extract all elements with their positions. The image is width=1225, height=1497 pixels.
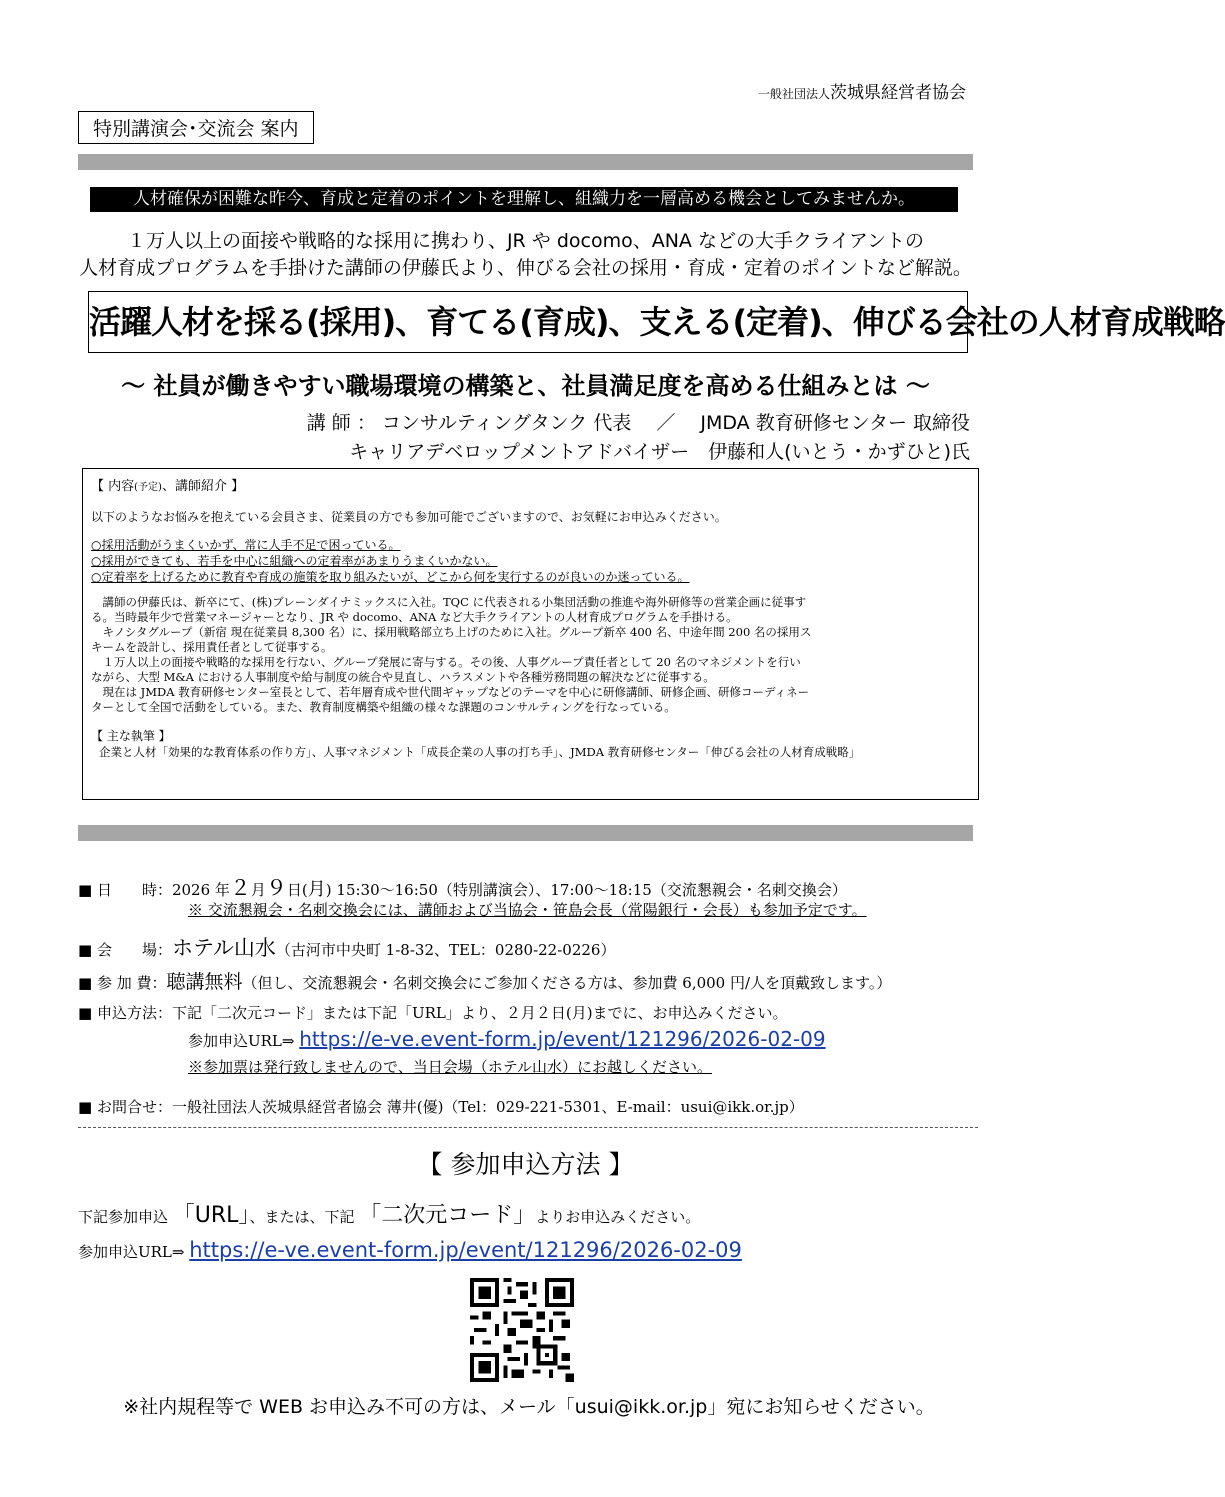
venue-name: ホテル山水 — [171, 936, 276, 960]
qr-code[interactable] — [470, 1278, 574, 1382]
notice-label: 特別講演会･交流会 案内 — [78, 111, 314, 144]
lecturer-line-1: 講 師 ： コンサルティングタンク 代表 ／ JMDA 教育研修センター 取締役 — [306, 412, 970, 434]
bio-line: 現在は JMDA 教育研修センター室長として、若年層育成や世代間ギャップなどのテーマを中心に研修講師、研修企画、研修コーディネー — [91, 685, 810, 699]
content-heading-close: 、講師紹介 】 — [161, 479, 245, 494]
instr-c: よりお申込みください。 — [535, 1208, 701, 1226]
content-heading-small: (予定) — [134, 482, 162, 493]
apply-url-label: 参加申込URL⇒ — [188, 1032, 300, 1050]
date-times: ) 15:30～16:50（特別講演会）、17:00～18:15（交流懇親会・名刺交換会） — [325, 881, 847, 899]
bio-line: ターとして全国で活動をしている。また、教育制度構築や組織の様々な課題のコンサルティングを行なっている。 — [91, 700, 676, 714]
org-name: 茨城県経営者協会 — [830, 83, 966, 103]
date-year: 2026 年 — [171, 881, 230, 899]
apply-section-url-link[interactable]: https://e-ve.event-form.jp/event/121296/2026-02-09 — [189, 1238, 742, 1262]
content-lead: 以下のようなお悩みを抱えている会員さま、従業員の方でも参加可能でございますので、お気軽にお申込みください。 — [91, 510, 727, 524]
apply-section-url-label: 参加申込URL⇒ — [78, 1243, 190, 1261]
apply-section-instructions — [78, 1198, 700, 1229]
apply-row — [78, 1002, 788, 1023]
dashed-separator — [78, 1127, 978, 1128]
event-subtitle: ～ 社員が働きやすい職場環境の構築と、社員満足度を高める仕組みとは ～ — [121, 372, 930, 400]
date-day-unit: 日( — [286, 881, 308, 899]
apply-section-url-row — [78, 1238, 742, 1262]
intro-line-2: 人材育成プログラムを手掛けた講師の伊藤氏より、伸びる会社の採用・育成・定着のポイントなど解説。 — [79, 257, 972, 279]
footer-note: ※社内規程等で WEB お申込み不可の方は、メール「usui@ikk.or.jp」宛にお知らせください。 — [123, 1396, 935, 1418]
date-day: ９ — [265, 876, 287, 900]
bio-line: １万人以上の面接や戦略的な採用を行ない、グループ発展に寄与する。その後、人事グループ責任者として 20 名のマネジメントを行い — [91, 655, 801, 669]
worry-item: ○定着率を上げるために教育や育成の施策を取り組みたいが、どこから何を実行するのが良いのか迷っている。 — [91, 570, 690, 584]
bio-line: ながら、大型 M&A における人事制度や給与制度の統合や見直し、ハラスメントや各種労務問題の解決などに従事する。 — [91, 670, 715, 684]
org-prefix: 一般社団法人 — [757, 87, 830, 101]
bio-line: キノシタグループ（新宿 現在従業員 8,300 名）に、採用戦略部立ち上げのために入社。グループ新卒 400 名、中途年間 200 名の採用ス — [91, 625, 812, 639]
content-box — [82, 468, 979, 800]
banner: 人材確保が困難な昨今、育成と定着のポイントを理解し、組織力を一層高める機会としてみませんか。 — [90, 187, 958, 212]
date-month-unit: 月 — [250, 881, 266, 899]
bio-line: る。当時最年少で営業マネージャーとなり、JR や docomo、ANA など大手クライアントの人材育成プログラムを手掛ける。 — [91, 610, 738, 624]
works-heading: 【 主な執筆 】 — [91, 729, 171, 743]
date-row — [78, 872, 847, 902]
apply-text: 下記「二次元コード」または下記「URL」より、２月２日(月)までに、お申込みください。 — [171, 1004, 788, 1022]
apply-section-title: 【 参加申込方法 】 — [417, 1150, 634, 1179]
fee-row — [78, 967, 891, 994]
contact-text: 一般社団法人茨城県経営者協会 薄井(優)（Tel：029-221-5301、E-mail：usui@ikk.or.jp） — [171, 1098, 804, 1116]
instr-qr-word: 「二次元コード」 — [359, 1203, 536, 1228]
lecturer-line-2: キャリアデベロップメントアドバイザー 伊藤和人(いとう・かずひと)氏 — [349, 441, 970, 463]
fee-note: （但し、交流懇親会・名刺交換会にご参加くださる方は、参加費 6,000 円/人を頂戴致します。） — [242, 974, 892, 992]
apply-label: ■ 申込方法： — [78, 1004, 172, 1022]
bio-line: キームを設計し、採用責任者として従事する。 — [91, 640, 333, 654]
date-weekday: 月 — [307, 879, 326, 900]
instr-url-word: 「URL」 — [172, 1203, 250, 1228]
divider-bar-top — [78, 154, 973, 170]
date-label: ■ 日 時： — [78, 881, 172, 899]
apply-url-link[interactable]: https://e-ve.event-form.jp/event/121296/2026-02-09 — [299, 1027, 826, 1051]
content-heading — [91, 475, 970, 494]
content-heading-open: 【 内容 — [91, 479, 135, 494]
date-note: ※ 交流懇親会・名刺交換会には、講師および当協会・笹島会長（常陽銀行・会長）も参加予定です。 — [188, 901, 867, 919]
worry-item: ○採用活動がうまくいかず、常に人手不足で困っている。 — [91, 538, 401, 552]
fee-label: ■ 参 加 費： — [78, 974, 167, 992]
bio-line: 講師の伊藤氏は、新卒にて、(株)ブレーンダイナミックスに入社。TQC に代表される小集団活動の推進や海外研修等の営業企画に従事す — [91, 595, 807, 609]
instr-b: 、または、下記 — [249, 1208, 360, 1226]
contact-label: ■ お問合せ： — [78, 1098, 172, 1116]
event-title: 活躍人材を採る(採用)、育てる(育成)、支える(定着)、伸びる会社の人材育成戦略 — [88, 291, 968, 353]
worry-item: ○採用ができても、若手を中心に組織への定着率があまりうまくいかない。 — [91, 554, 498, 568]
instr-a: 下記参加申込 — [78, 1208, 173, 1226]
intro-line-1: １万人以上の面接や戦略的な採用に携わり、JR や docomo、ANA などの大手クライアントの — [126, 230, 925, 252]
apply-note: ※参加票は発行致しませんので、当日会場（ホテル山水）にお越しください。 — [188, 1058, 712, 1076]
fee-value: 聴講無料 — [166, 971, 243, 993]
date-month: ２ — [229, 876, 251, 900]
organization-name — [758, 78, 966, 103]
venue-address: （古河市中央町 1-8-32、TEL：0280-22-0226） — [275, 941, 616, 959]
venue-label: ■ 会 場： — [78, 941, 172, 959]
apply-url-row — [188, 1027, 826, 1051]
works-text: 企業と人材「効果的な教育体系の作り方」、人事マネジメント「成長企業の人事の打ち手」、JMDA 教育研修センター「伸びる会社の人材育成戦略」 — [99, 745, 861, 759]
divider-bar-bottom — [78, 825, 973, 841]
contact-row — [78, 1096, 804, 1117]
venue-row — [78, 932, 615, 962]
lecturer-bio — [91, 595, 970, 715]
